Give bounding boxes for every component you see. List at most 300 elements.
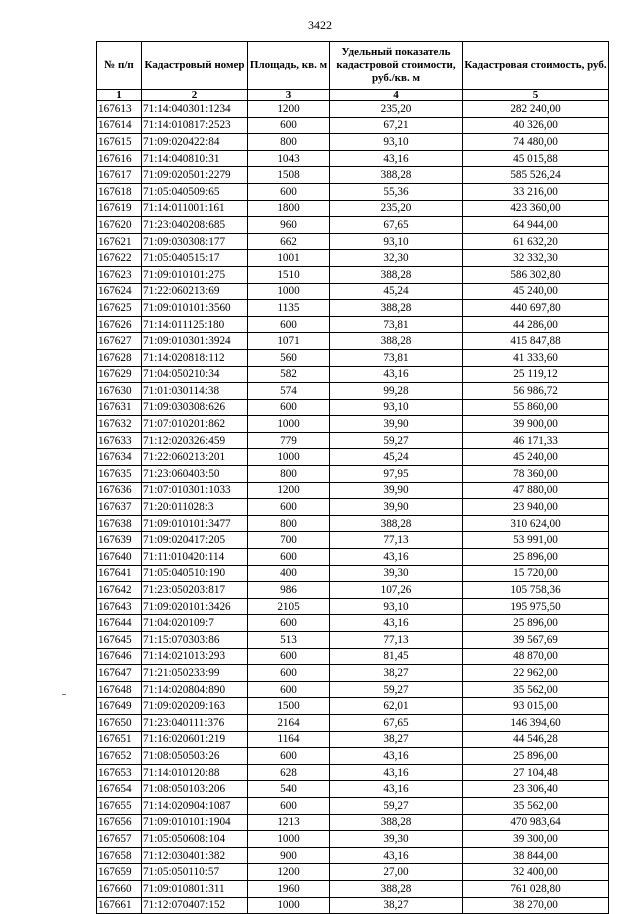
- cadastral-cost-cell: 61 632,20: [463, 233, 609, 250]
- header-area: Площадь, кв. м: [248, 42, 330, 90]
- unit-rate-cell: 67,65: [330, 714, 463, 731]
- cadastral-cost-cell: 48 870,00: [463, 648, 609, 665]
- area-cell: 2164: [248, 714, 330, 731]
- cadastral-cost-cell: 25 896,00: [463, 549, 609, 566]
- row-number-cell: 167633: [97, 432, 142, 449]
- row-number-cell: 167622: [97, 250, 142, 267]
- row-number-cell: 167636: [97, 482, 142, 499]
- cadastral-number-cell: 71:12:030401:382: [142, 847, 248, 864]
- area-cell: 600: [248, 399, 330, 416]
- cadastral-number-cell: 71:14:021013:293: [142, 648, 248, 665]
- cadastral-number-cell: 71:09:010101:3560: [142, 300, 248, 317]
- unit-rate-cell: 97,95: [330, 466, 463, 483]
- area-cell: 628: [248, 764, 330, 781]
- cadastral-number-cell: 71:11:010420:114: [142, 549, 248, 566]
- area-cell: 1213: [248, 814, 330, 831]
- table-row: [97, 233, 609, 250]
- table-row: [97, 748, 609, 765]
- row-number-cell: 167619: [97, 200, 142, 217]
- cadastral-number-cell: 71:14:040301:1234: [142, 101, 248, 118]
- row-number-cell: 167645: [97, 632, 142, 649]
- cadastral-value-table: [96, 41, 609, 914]
- row-number-cell: 167618: [97, 183, 142, 200]
- unit-rate-cell: 43,16: [330, 781, 463, 798]
- row-number-cell: 167627: [97, 333, 142, 350]
- row-number-cell: 167631: [97, 399, 142, 416]
- cadastral-number-cell: 71:15:070303:86: [142, 632, 248, 649]
- row-number-cell: 167629: [97, 366, 142, 383]
- cadastral-cost-cell: 423 360,00: [463, 200, 609, 217]
- cadastral-cost-cell: 146 394,60: [463, 714, 609, 731]
- area-cell: 1200: [248, 482, 330, 499]
- cadastral-number-cell: 71:16:020601:219: [142, 731, 248, 748]
- cadastral-cost-cell: 586 302,80: [463, 266, 609, 283]
- cadastral-number-cell: 71:23:040111:376: [142, 714, 248, 731]
- area-cell: 1000: [248, 416, 330, 433]
- cadastral-cost-cell: 40 326,00: [463, 117, 609, 134]
- area-cell: 513: [248, 632, 330, 649]
- table-body: [97, 101, 609, 914]
- cadastral-number-cell: 71:14:010120:88: [142, 764, 248, 781]
- cadastral-cost-cell: 585 526,24: [463, 167, 609, 184]
- unit-rate-cell: 38,27: [330, 665, 463, 682]
- area-cell: 600: [248, 117, 330, 134]
- table-row: [97, 333, 609, 350]
- column-index: 2: [142, 90, 248, 101]
- area-cell: 800: [248, 515, 330, 532]
- cadastral-cost-cell: 470 983,64: [463, 814, 609, 831]
- unit-rate-cell: 43,16: [330, 764, 463, 781]
- table-row: [97, 714, 609, 731]
- cadastral-number-cell: 71:14:020904:1087: [142, 797, 248, 814]
- table-row: [97, 847, 609, 864]
- unit-rate-cell: 43,16: [330, 748, 463, 765]
- row-number-cell: 167616: [97, 150, 142, 167]
- table-row: [97, 283, 609, 300]
- cadastral-number-cell: 71:09:020422:84: [142, 134, 248, 151]
- cadastral-number-cell: 71:14:040810:31: [142, 150, 248, 167]
- unit-rate-cell: 73,81: [330, 349, 463, 366]
- area-cell: 600: [248, 499, 330, 516]
- area-cell: 540: [248, 781, 330, 798]
- table-row: [97, 366, 609, 383]
- cadastral-cost-cell: 415 847,88: [463, 333, 609, 350]
- header-unit-rate: Удельный показатель кадастровой стоимости, руб./кв. м: [330, 42, 463, 90]
- row-number-cell: 167647: [97, 665, 142, 682]
- cadastral-number-cell: 71:05:050608:104: [142, 831, 248, 848]
- table-row: [97, 117, 609, 134]
- unit-rate-cell: 93,10: [330, 598, 463, 615]
- table-row: [97, 250, 609, 267]
- unit-rate-cell: 45,24: [330, 449, 463, 466]
- area-cell: 1000: [248, 831, 330, 848]
- table-row: [97, 101, 609, 118]
- table-row: [97, 632, 609, 649]
- area-cell: 779: [248, 432, 330, 449]
- cadastral-number-cell: 71:09:030308:626: [142, 399, 248, 416]
- column-index: 4: [330, 90, 463, 101]
- area-cell: 600: [248, 681, 330, 698]
- table-header-row: [97, 42, 609, 90]
- area-cell: 662: [248, 233, 330, 250]
- row-number-cell: 167639: [97, 532, 142, 549]
- table-row: [97, 266, 609, 283]
- cadastral-number-cell: 71:21:050233:99: [142, 665, 248, 682]
- table-row: [97, 864, 609, 881]
- table-row: [97, 831, 609, 848]
- unit-rate-cell: 388,28: [330, 300, 463, 317]
- cadastral-cost-cell: 282 240,00: [463, 101, 609, 118]
- row-number-cell: 167626: [97, 316, 142, 333]
- cadastral-cost-cell: 35 562,00: [463, 681, 609, 698]
- area-cell: 600: [248, 648, 330, 665]
- unit-rate-cell: 39,30: [330, 831, 463, 848]
- cadastral-number-cell: 71:05:050110:57: [142, 864, 248, 881]
- unit-rate-cell: 27,00: [330, 864, 463, 881]
- table-row: [97, 183, 609, 200]
- area-cell: 600: [248, 183, 330, 200]
- area-cell: 1800: [248, 200, 330, 217]
- row-number-cell: 167652: [97, 748, 142, 765]
- cadastral-cost-cell: 39 900,00: [463, 416, 609, 433]
- table-row: [97, 316, 609, 333]
- table-row: [97, 134, 609, 151]
- cadastral-cost-cell: 25 896,00: [463, 748, 609, 765]
- table-row: [97, 466, 609, 483]
- cadastral-cost-cell: 39 567,69: [463, 632, 609, 649]
- row-number-cell: 167634: [97, 449, 142, 466]
- unit-rate-cell: 388,28: [330, 515, 463, 532]
- table-row: [97, 449, 609, 466]
- table-row: [97, 814, 609, 831]
- row-number-cell: 167656: [97, 814, 142, 831]
- column-index: 1: [97, 90, 142, 101]
- page-number: 3422: [308, 18, 332, 32]
- cadastral-cost-cell: 56 986,72: [463, 383, 609, 400]
- unit-rate-cell: 59,27: [330, 681, 463, 698]
- cadastral-number-cell: 71:23:060403:50: [142, 466, 248, 483]
- cadastral-cost-cell: 25 896,00: [463, 615, 609, 632]
- unit-rate-cell: 59,27: [330, 432, 463, 449]
- area-cell: 1135: [248, 300, 330, 317]
- table-row: [97, 665, 609, 682]
- area-cell: 1000: [248, 897, 330, 914]
- cadastral-number-cell: 71:08:050503:26: [142, 748, 248, 765]
- area-cell: 800: [248, 466, 330, 483]
- cadastral-cost-cell: 440 697,80: [463, 300, 609, 317]
- cadastral-cost-cell: 44 286,00: [463, 316, 609, 333]
- unit-rate-cell: 388,28: [330, 333, 463, 350]
- cadastral-number-cell: 71:14:011001:161: [142, 200, 248, 217]
- area-cell: 1500: [248, 698, 330, 715]
- cadastral-number-cell: 71:09:020209:163: [142, 698, 248, 715]
- row-number-cell: 167641: [97, 565, 142, 582]
- cadastral-cost-cell: 39 300,00: [463, 831, 609, 848]
- table-row: [97, 349, 609, 366]
- area-cell: 600: [248, 797, 330, 814]
- unit-rate-cell: 93,10: [330, 233, 463, 250]
- unit-rate-cell: 388,28: [330, 167, 463, 184]
- area-cell: 1164: [248, 731, 330, 748]
- table-row: [97, 432, 609, 449]
- unit-rate-cell: 388,28: [330, 266, 463, 283]
- cadastral-number-cell: 71:09:030308:177: [142, 233, 248, 250]
- table-row: [97, 897, 609, 914]
- cadastral-cost-cell: 38 844,00: [463, 847, 609, 864]
- row-number-cell: 167643: [97, 598, 142, 615]
- table-row: [97, 416, 609, 433]
- row-number-cell: 167623: [97, 266, 142, 283]
- area-cell: 1200: [248, 101, 330, 118]
- table-row: [97, 167, 609, 184]
- area-cell: 600: [248, 615, 330, 632]
- row-number-cell: 167640: [97, 549, 142, 566]
- row-number-cell: 167632: [97, 416, 142, 433]
- table-row: [97, 383, 609, 400]
- cadastral-number-cell: 71:01:030114:38: [142, 383, 248, 400]
- cadastral-number-cell: 71:07:010301:1033: [142, 482, 248, 499]
- unit-rate-cell: 93,10: [330, 134, 463, 151]
- cadastral-cost-cell: 44 546,28: [463, 731, 609, 748]
- row-number-cell: 167660: [97, 880, 142, 897]
- area-cell: 700: [248, 532, 330, 549]
- unit-rate-cell: 39,90: [330, 482, 463, 499]
- area-cell: 600: [248, 316, 330, 333]
- cadastral-number-cell: 71:12:070407:152: [142, 897, 248, 914]
- unit-rate-cell: 107,26: [330, 582, 463, 599]
- cadastral-number-cell: 71:14:020804:890: [142, 681, 248, 698]
- header-number: № п/п: [97, 42, 142, 90]
- table-row: [97, 150, 609, 167]
- table-row: [97, 598, 609, 615]
- cadastral-cost-cell: 105 758,36: [463, 582, 609, 599]
- row-number-cell: 167659: [97, 864, 142, 881]
- cadastral-cost-cell: 32 332,30: [463, 250, 609, 267]
- area-cell: 960: [248, 217, 330, 234]
- cadastral-cost-cell: 64 944,00: [463, 217, 609, 234]
- row-number-cell: 167649: [97, 698, 142, 715]
- cadastral-number-cell: 71:22:060213:69: [142, 283, 248, 300]
- area-cell: 800: [248, 134, 330, 151]
- row-number-cell: 167637: [97, 499, 142, 516]
- row-number-cell: 167615: [97, 134, 142, 151]
- table-row: [97, 515, 609, 532]
- row-number-cell: 167653: [97, 764, 142, 781]
- unit-rate-cell: 62,01: [330, 698, 463, 715]
- cadastral-number-cell: 71:23:040208:685: [142, 217, 248, 234]
- cadastral-cost-cell: 23 306,40: [463, 781, 609, 798]
- row-number-cell: 167638: [97, 515, 142, 532]
- row-number-cell: 167655: [97, 797, 142, 814]
- row-number-cell: 167620: [97, 217, 142, 234]
- row-number-cell: 167644: [97, 615, 142, 632]
- scan-speck: [62, 694, 66, 695]
- row-number-cell: 167651: [97, 731, 142, 748]
- table-row: [97, 797, 609, 814]
- cadastral-cost-cell: 33 216,00: [463, 183, 609, 200]
- unit-rate-cell: 43,16: [330, 615, 463, 632]
- table-row: [97, 532, 609, 549]
- cadastral-cost-cell: 38 270,00: [463, 897, 609, 914]
- cadastral-number-cell: 71:23:050203:817: [142, 582, 248, 599]
- table-row: [97, 648, 609, 665]
- table-row: [97, 549, 609, 566]
- area-cell: 1000: [248, 449, 330, 466]
- unit-rate-cell: 81,45: [330, 648, 463, 665]
- row-number-cell: 167646: [97, 648, 142, 665]
- unit-rate-cell: 43,16: [330, 150, 463, 167]
- cadastral-number-cell: 71:14:020818:112: [142, 349, 248, 366]
- row-number-cell: 167650: [97, 714, 142, 731]
- area-cell: 600: [248, 748, 330, 765]
- cadastral-cost-cell: 74 480,00: [463, 134, 609, 151]
- cadastral-cost-cell: 23 940,00: [463, 499, 609, 516]
- unit-rate-cell: 32,30: [330, 250, 463, 267]
- table-row: [97, 781, 609, 798]
- table-row: [97, 499, 609, 516]
- row-number-cell: 167625: [97, 300, 142, 317]
- area-cell: 1000: [248, 283, 330, 300]
- cadastral-cost-cell: 195 975,50: [463, 598, 609, 615]
- table-row: [97, 880, 609, 897]
- cadastral-cost-cell: 41 333,60: [463, 349, 609, 366]
- cadastral-number-cell: 71:14:010817:2523: [142, 117, 248, 134]
- row-number-cell: 167658: [97, 847, 142, 864]
- table-row: [97, 731, 609, 748]
- cadastral-cost-cell: 78 360,00: [463, 466, 609, 483]
- column-index-row: [97, 90, 609, 101]
- table-row: [97, 615, 609, 632]
- area-cell: 900: [248, 847, 330, 864]
- table-row: [97, 681, 609, 698]
- header-cadastral-cost: Кадастровая стоимость, руб.: [463, 42, 609, 90]
- unit-rate-cell: 43,16: [330, 549, 463, 566]
- unit-rate-cell: 38,27: [330, 731, 463, 748]
- row-number-cell: 167630: [97, 383, 142, 400]
- unit-rate-cell: 45,24: [330, 283, 463, 300]
- cadastral-cost-cell: 45 015,88: [463, 150, 609, 167]
- cadastral-number-cell: 71:14:011125:180: [142, 316, 248, 333]
- row-number-cell: 167621: [97, 233, 142, 250]
- column-index: 5: [463, 90, 609, 101]
- table-row: [97, 300, 609, 317]
- row-number-cell: 167624: [97, 283, 142, 300]
- cadastral-number-cell: 71:08:050103:206: [142, 781, 248, 798]
- area-cell: 600: [248, 665, 330, 682]
- table-row: [97, 399, 609, 416]
- table-row: [97, 217, 609, 234]
- cadastral-cost-cell: 15 720,00: [463, 565, 609, 582]
- cadastral-number-cell: 71:05:040510:190: [142, 565, 248, 582]
- row-number-cell: 167654: [97, 781, 142, 798]
- area-cell: 1200: [248, 864, 330, 881]
- table-row: [97, 582, 609, 599]
- area-cell: 1071: [248, 333, 330, 350]
- cadastral-number-cell: 71:07:010201:862: [142, 416, 248, 433]
- cadastral-cost-cell: 32 400,00: [463, 864, 609, 881]
- row-number-cell: 167657: [97, 831, 142, 848]
- cadastral-number-cell: 71:09:010101:275: [142, 266, 248, 283]
- cadastral-number-cell: 71:04:020109:7: [142, 615, 248, 632]
- cadastral-cost-cell: 55 860,00: [463, 399, 609, 416]
- area-cell: 600: [248, 549, 330, 566]
- cadastral-cost-cell: 761 028,80: [463, 880, 609, 897]
- unit-rate-cell: 388,28: [330, 814, 463, 831]
- unit-rate-cell: 43,16: [330, 366, 463, 383]
- unit-rate-cell: 39,90: [330, 416, 463, 433]
- unit-rate-cell: 235,20: [330, 101, 463, 118]
- area-cell: 1960: [248, 880, 330, 897]
- area-cell: 582: [248, 366, 330, 383]
- row-number-cell: 167613: [97, 101, 142, 118]
- area-cell: 560: [248, 349, 330, 366]
- row-number-cell: 167642: [97, 582, 142, 599]
- cadastral-cost-cell: 53 991,00: [463, 532, 609, 549]
- row-number-cell: 167614: [97, 117, 142, 134]
- table-row: [97, 764, 609, 781]
- area-cell: 1001: [248, 250, 330, 267]
- table-row: [97, 698, 609, 715]
- cadastral-cost-cell: 35 562,00: [463, 797, 609, 814]
- cadastral-number-cell: 71:05:040509:65: [142, 183, 248, 200]
- cadastral-number-cell: 71:09:020101:3426: [142, 598, 248, 615]
- cadastral-number-cell: 71:05:040515:17: [142, 250, 248, 267]
- area-cell: 986: [248, 582, 330, 599]
- cadastral-cost-cell: 27 104,48: [463, 764, 609, 781]
- cadastral-number-cell: 71:09:020417:205: [142, 532, 248, 549]
- unit-rate-cell: 55,36: [330, 183, 463, 200]
- table-row: [97, 565, 609, 582]
- unit-rate-cell: 73,81: [330, 316, 463, 333]
- row-number-cell: 167661: [97, 897, 142, 914]
- unit-rate-cell: 99,28: [330, 383, 463, 400]
- row-number-cell: 167635: [97, 466, 142, 483]
- header-cadastral-number: Кадастровый номер: [142, 42, 248, 90]
- area-cell: 2105: [248, 598, 330, 615]
- unit-rate-cell: 77,13: [330, 532, 463, 549]
- cadastral-number-cell: 71:09:010101:1904: [142, 814, 248, 831]
- cadastral-number-cell: 71:22:060213:201: [142, 449, 248, 466]
- table-row: [97, 482, 609, 499]
- cadastral-cost-cell: 22 962,00: [463, 665, 609, 682]
- unit-rate-cell: 38,27: [330, 897, 463, 914]
- unit-rate-cell: 93,10: [330, 399, 463, 416]
- area-cell: 1510: [248, 266, 330, 283]
- cadastral-cost-cell: 310 624,00: [463, 515, 609, 532]
- table-row: [97, 200, 609, 217]
- unit-rate-cell: 59,27: [330, 797, 463, 814]
- cadastral-cost-cell: 25 119,12: [463, 366, 609, 383]
- cadastral-cost-cell: 46 171,33: [463, 432, 609, 449]
- cadastral-number-cell: 71:09:010301:3924: [142, 333, 248, 350]
- cadastral-cost-cell: 45 240,00: [463, 283, 609, 300]
- unit-rate-cell: 388,28: [330, 880, 463, 897]
- area-cell: 1043: [248, 150, 330, 167]
- area-cell: 1508: [248, 167, 330, 184]
- cadastral-number-cell: 71:12:020326:459: [142, 432, 248, 449]
- unit-rate-cell: 67,21: [330, 117, 463, 134]
- row-number-cell: 167628: [97, 349, 142, 366]
- unit-rate-cell: 77,13: [330, 632, 463, 649]
- unit-rate-cell: 43,16: [330, 847, 463, 864]
- row-number-cell: 167617: [97, 167, 142, 184]
- cadastral-cost-cell: 45 240,00: [463, 449, 609, 466]
- cadastral-cost-cell: 47 880,00: [463, 482, 609, 499]
- cadastral-number-cell: 71:20:011028:3: [142, 499, 248, 516]
- cadastral-number-cell: 71:09:010801:311: [142, 880, 248, 897]
- cadastral-number-cell: 71:09:010101:3477: [142, 515, 248, 532]
- unit-rate-cell: 235,20: [330, 200, 463, 217]
